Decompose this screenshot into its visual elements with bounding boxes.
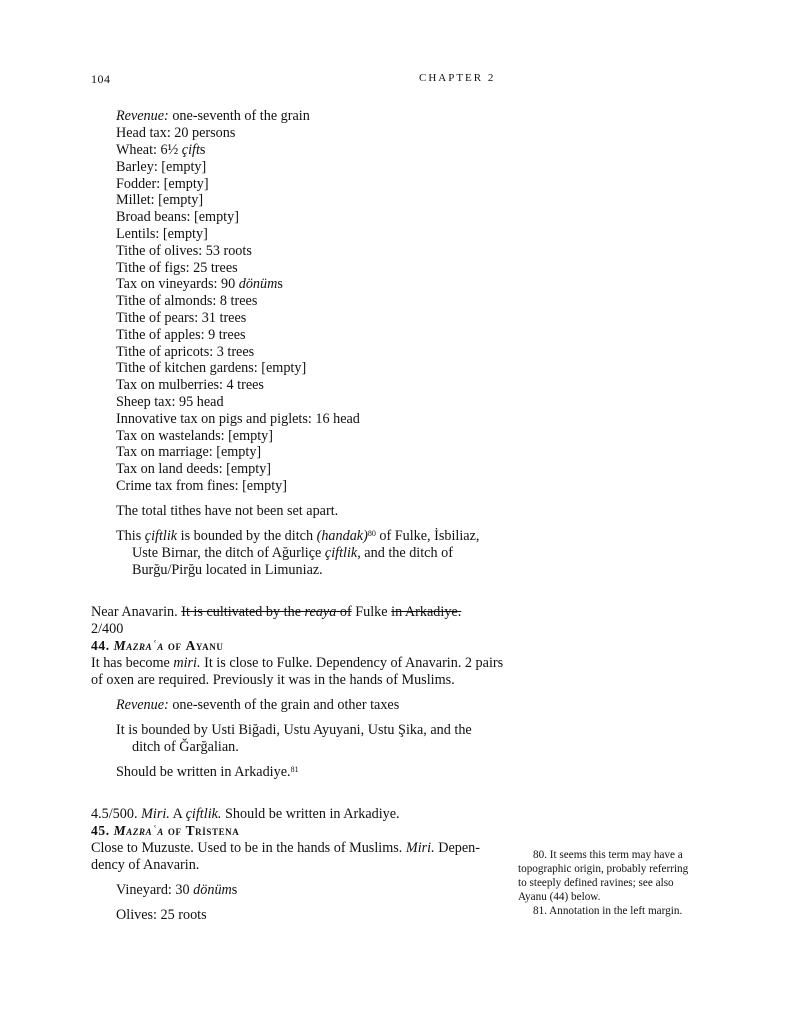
page-number: 104	[91, 72, 111, 86]
text-run: This	[116, 528, 145, 544]
tax-line: Millet: [empty]	[116, 192, 204, 208]
heading-term: Mazraʿa	[113, 823, 164, 838]
tax-line: Crime tax from fines: [empty]	[116, 478, 287, 494]
heading-term: Mazraʿa	[113, 638, 164, 653]
italic-term: miri.	[173, 655, 201, 671]
bounds-paragraph-line-1	[116, 528, 479, 545]
section45-paragraph-line-1	[91, 840, 480, 857]
text-run: Uste Birnar, the ditch of Ağurliçe	[132, 545, 325, 561]
tax-line: Tax on marriage: [empty]	[116, 444, 262, 460]
reference-number: 2/400	[91, 621, 124, 637]
italic-term: reaya	[304, 604, 337, 620]
tax-line: Tithe of apples: 9 trees	[116, 327, 246, 343]
revenue-label: Revenue:	[116, 697, 169, 713]
struck-text	[181, 604, 351, 620]
unit-italic: dönüm	[238, 276, 278, 292]
italic-term: çiftlik	[144, 528, 178, 544]
italic-term: (handak)	[316, 528, 368, 544]
tax-line: Head tax: 20 persons	[116, 125, 236, 141]
footnote-80-line-4: Ayanu (44) below.	[518, 891, 601, 903]
text-run: It has become	[91, 655, 174, 671]
text-run: A	[169, 806, 186, 822]
footnote-80-line-3: to steeply defined ravines; see also	[518, 877, 674, 889]
unit-suffix: s	[199, 142, 206, 158]
section45-vineyard	[116, 882, 237, 899]
revenue-line	[116, 108, 310, 125]
tax-line: Barley: [empty]	[116, 159, 207, 175]
heading-number: 45.	[91, 823, 110, 838]
tax-line-vineyards	[116, 276, 283, 293]
text-run: of	[336, 604, 352, 620]
italic-term: çiftlik,	[324, 545, 361, 561]
heading-place: Ayanu	[185, 638, 224, 653]
revenue-label: Revenue:	[116, 108, 169, 124]
section-heading-45	[91, 823, 239, 840]
struck-text: in Arkadiye.	[391, 604, 462, 620]
text-run: Fulke	[351, 604, 392, 620]
tax-line: Tithe of kitchen gardens: [empty]	[116, 360, 307, 376]
tax-line: Tithe of apricots: 3 trees	[116, 344, 255, 360]
section45-olives: Olives: 25 roots	[116, 907, 207, 923]
text-run: 4.5/500.	[91, 806, 142, 822]
tax-line: Tax on wastelands: [empty]	[116, 428, 273, 444]
tax-line: Innovative tax on pigs and piglets: 16 head	[116, 411, 360, 427]
section44-arkadiye-note	[116, 764, 299, 781]
italic-term: Miri.	[405, 840, 435, 856]
tax-line: Tithe of olives: 53 roots	[116, 243, 252, 259]
text-run: is bounded by the ditch	[177, 528, 317, 544]
section45-paragraph-line-2: dency of Anavarin.	[91, 857, 200, 873]
tax-line: Tax on mulberries: 4 trees	[116, 377, 264, 393]
unit-italic: çift	[181, 142, 200, 158]
text-run: Should be written in Arkadiye.	[221, 806, 400, 822]
section44-paragraph-line-2: of oxen are required. Previously it was in the hands of Muslims.	[91, 672, 455, 688]
text-run: It is cultivated by the	[181, 604, 305, 620]
running-head: CHAPTER 2	[419, 72, 496, 84]
italic-term: Miri.	[141, 806, 170, 822]
text-run: Vineyard: 30	[116, 882, 194, 898]
text-run: s	[231, 882, 238, 898]
heading-number: 44.	[91, 638, 110, 653]
text-run: Close to Muzuste. Used to be in the hands of Muslims.	[91, 840, 406, 856]
tax-line: Lentils: [empty]	[116, 226, 208, 242]
text-run: and the ditch of	[360, 545, 453, 561]
text-run: Near Anavarin.	[91, 604, 182, 620]
section44-revenue	[116, 697, 399, 714]
revenue-text: one-seventh of the grain and other taxes	[168, 697, 400, 713]
tax-line: Broad beans: [empty]	[116, 209, 239, 225]
italic-term: çiftlik.	[185, 806, 222, 822]
footnote-ref-80[interactable]: 80	[367, 529, 376, 538]
tithes-note: The total tithes have not been set apart.	[116, 503, 339, 519]
tax-line-text: Tax on vineyards: 90	[116, 276, 239, 292]
heading-of: of	[167, 638, 182, 653]
near-anavarin-line	[91, 604, 461, 621]
section45-reference-line	[91, 806, 400, 823]
tax-line: Sheep tax: 95 head	[116, 394, 224, 410]
text-run: of Fulke, İsbiliaz,	[375, 528, 480, 544]
tax-line: Tithe of almonds: 8 trees	[116, 293, 258, 309]
heading-of: of	[167, 823, 182, 838]
revenue-text: one-seventh of the grain	[168, 108, 310, 124]
section44-bounds-line-1: It is bounded by Usti Biğadi, Ustu Ayuyani, Ustu Şika, and the	[116, 722, 472, 738]
text-run: It is close to Fulke. Dependency of Anavarin. 2 pairs	[200, 655, 504, 671]
italic-term: dönüm	[193, 882, 232, 898]
section44-paragraph-line-1	[91, 655, 503, 672]
footnote-80-line-1: 80. It seems this term may have a	[533, 849, 683, 861]
tax-line: Tithe of figs: 25 trees	[116, 260, 238, 276]
footnote-80-line-2: topographic origin, probably referring	[518, 863, 689, 875]
unit-suffix: s	[277, 276, 283, 292]
footnote-81: 81. Annotation in the left margin.	[533, 905, 683, 917]
footnote-ref-81[interactable]: 81	[290, 765, 299, 774]
tax-line-wheat	[116, 142, 205, 159]
bounds-paragraph-line-3: Burğu/Pirğu located in Limuniaz.	[132, 562, 323, 578]
text-run: Should be written in Arkadiye.	[116, 764, 291, 780]
tax-line: Fodder: [empty]	[116, 176, 209, 192]
text-run: Depen-	[434, 840, 480, 856]
bounds-paragraph-line-2	[132, 545, 453, 562]
tax-line: Tithe of pears: 31 trees	[116, 310, 247, 326]
section-heading-44	[91, 638, 223, 655]
heading-place: Trìstena	[185, 823, 240, 838]
tax-line-text: Wheat: 6½	[116, 142, 182, 158]
tax-line: Tax on land deeds: [empty]	[116, 461, 272, 477]
section44-bounds-line-2: ditch of Ğarğalian.	[132, 739, 239, 755]
